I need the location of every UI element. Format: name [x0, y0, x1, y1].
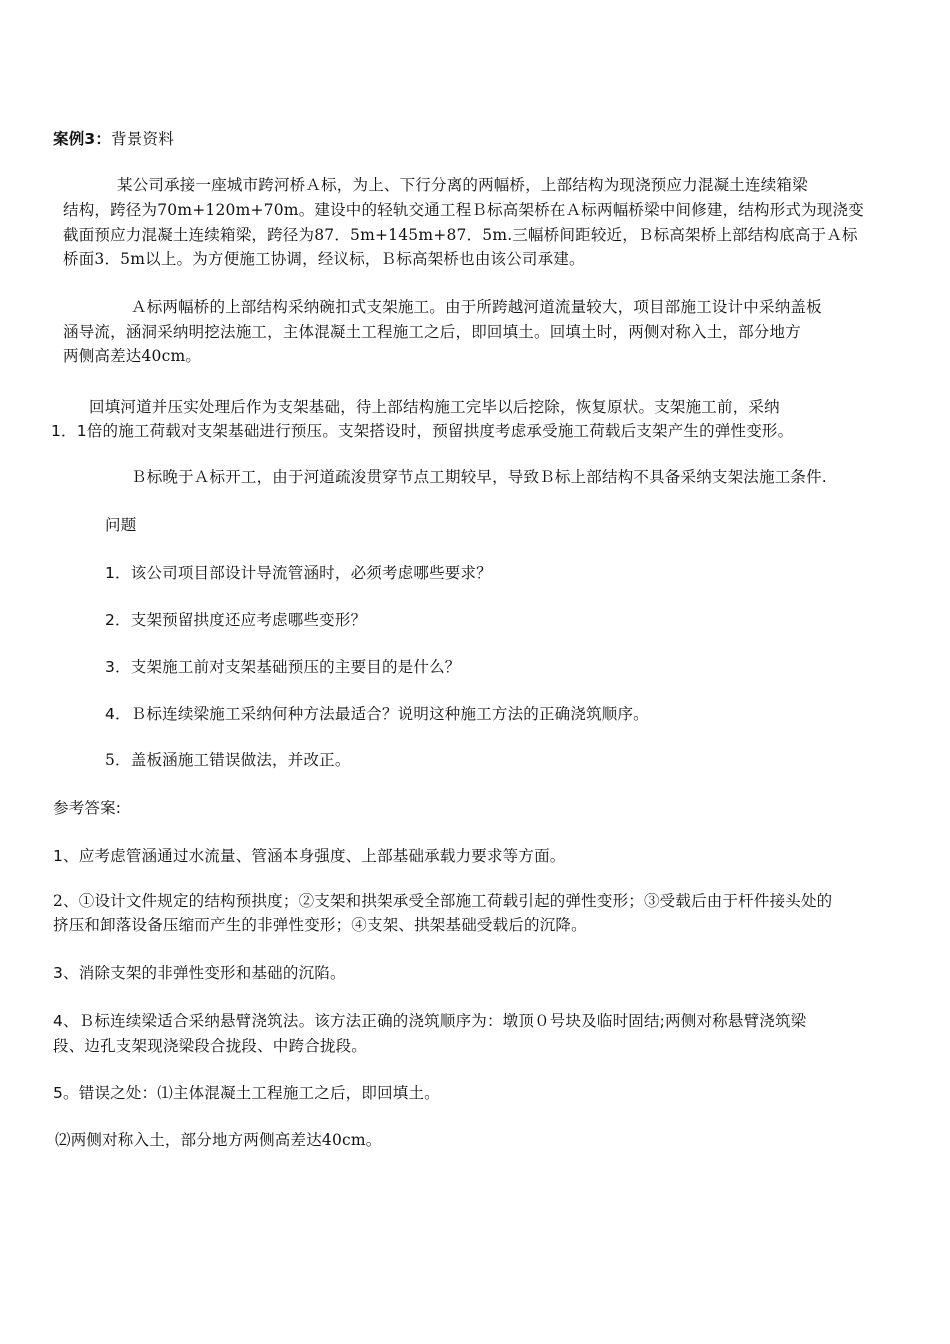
background-p1-line3: 截面预应力混凝土连续箱梁，跨径为87．5m+145m+87．5m.三幅桥间距较近，Ｂ标高架桥上部结构底高于Ａ标	[63, 226, 858, 244]
answer-2-line2: 挤压和卸落设备压缩而产生的非弹性变形；④支架、拱架基础受载后的沉降。	[53, 916, 587, 934]
answers-heading: 参考答案:	[53, 799, 122, 817]
background-p3-line2: 1．1倍的施工荷载对支架基础进行预压。支架搭设时，预留拱度考虑承受施工荷载后支架产生的弹性变形。	[51, 422, 794, 440]
question-3: 3．支架施工前对支架基础预压的主要目的是什么？	[105, 658, 461, 676]
background-p3-line1: 回填河道并压实处理后作为支架基础，待上部结构施工完毕以后挖除，恢复原状。支架施工前，采纳	[89, 398, 780, 416]
answer-5-prefix: 5。错误之处：	[53, 1084, 158, 1102]
question-5: 5．盖板涵施工错误做法，并改正。	[105, 751, 351, 769]
question-1: 1．该公司项目部设计导流管涵时，必须考虑哪些要求？	[105, 564, 492, 582]
answer-3: 3、消除支架的非弹性变形和基础的沉陷。	[53, 964, 346, 982]
case-title	[53, 128, 174, 150]
background-p4: Ｂ标晚于Ａ标开工，由于河道疏浚贯穿节点工期较早，导致Ｂ标上部结构不具备采纳支架法施工条件.	[131, 468, 827, 486]
background-p2-line2: 涵导流，涵洞采纳明挖法施工，主体混凝土工程施工之后，即回填土。回填土时，两侧对称入土，部分地方	[63, 323, 801, 341]
background-p1-line4: 桥面3．5m以上。为方便施工协调，经议标，Ｂ标高架桥也由该公司承建。	[63, 250, 585, 268]
question-2: 2．支架预留拱度还应考虑哪些变形？	[105, 611, 367, 629]
background-p1-line1: 某公司承接一座城市跨河桥Ａ标，为上、下行分离的两幅桥，上部结构为现浇预应力混凝土连续箱梁	[117, 176, 808, 194]
answer-4-line1: 4、Ｂ标连续梁适合采纳悬臂浇筑法。该方法正确的浇筑顺序为：墩顶０号块及临时固结;两侧对称悬臂浇筑梁	[53, 1012, 807, 1030]
background-p1-line2: 结构，跨径为70m+120m+70m。建设中的轻轨交通工程Ｂ标高架桥在Ａ标两幅桥梁中间修建，结构形式为现浇变	[63, 201, 864, 219]
case-colon: ：	[95, 130, 112, 148]
questions-heading: 问题	[105, 516, 137, 534]
case-subtitle: 背景资料	[111, 130, 174, 148]
answer-5-item2: ⑵两侧对称入土，部分地方两侧高差达40cm。	[55, 1131, 382, 1149]
case-label: 案例3	[53, 130, 96, 148]
answer-4-line2: 段、边孔支架现浇梁段合拢段、中跨合拢段。	[53, 1037, 368, 1055]
background-p2-line3: 两侧高差达40cm。	[63, 347, 202, 365]
answer-2-line1: 2、①设计文件规定的结构预拱度；②支架和拱架承受全部施工荷载引起的弹性变形；③受载后由于杆件接头处的	[53, 892, 833, 910]
answer-5-line1	[53, 1082, 440, 1104]
background-p2-line1: Ａ标两幅桥的上部结构采纳碗扣式支架施工。由于所跨越河道流量较大，项目部施工设计中采纳盖板	[131, 298, 822, 316]
question-4: 4．Ｂ标连续梁施工采纳何种方法最适合？说明这种施工方法的正确浇筑顺序。	[105, 705, 649, 723]
answer-1: 1、应考虑管涵通过水流量、管涵本身强度、上部基础承载力要求等方面。	[53, 847, 566, 865]
answer-5-item1: ⑴主体混凝土工程施工之后，即回填土。	[157, 1084, 440, 1102]
